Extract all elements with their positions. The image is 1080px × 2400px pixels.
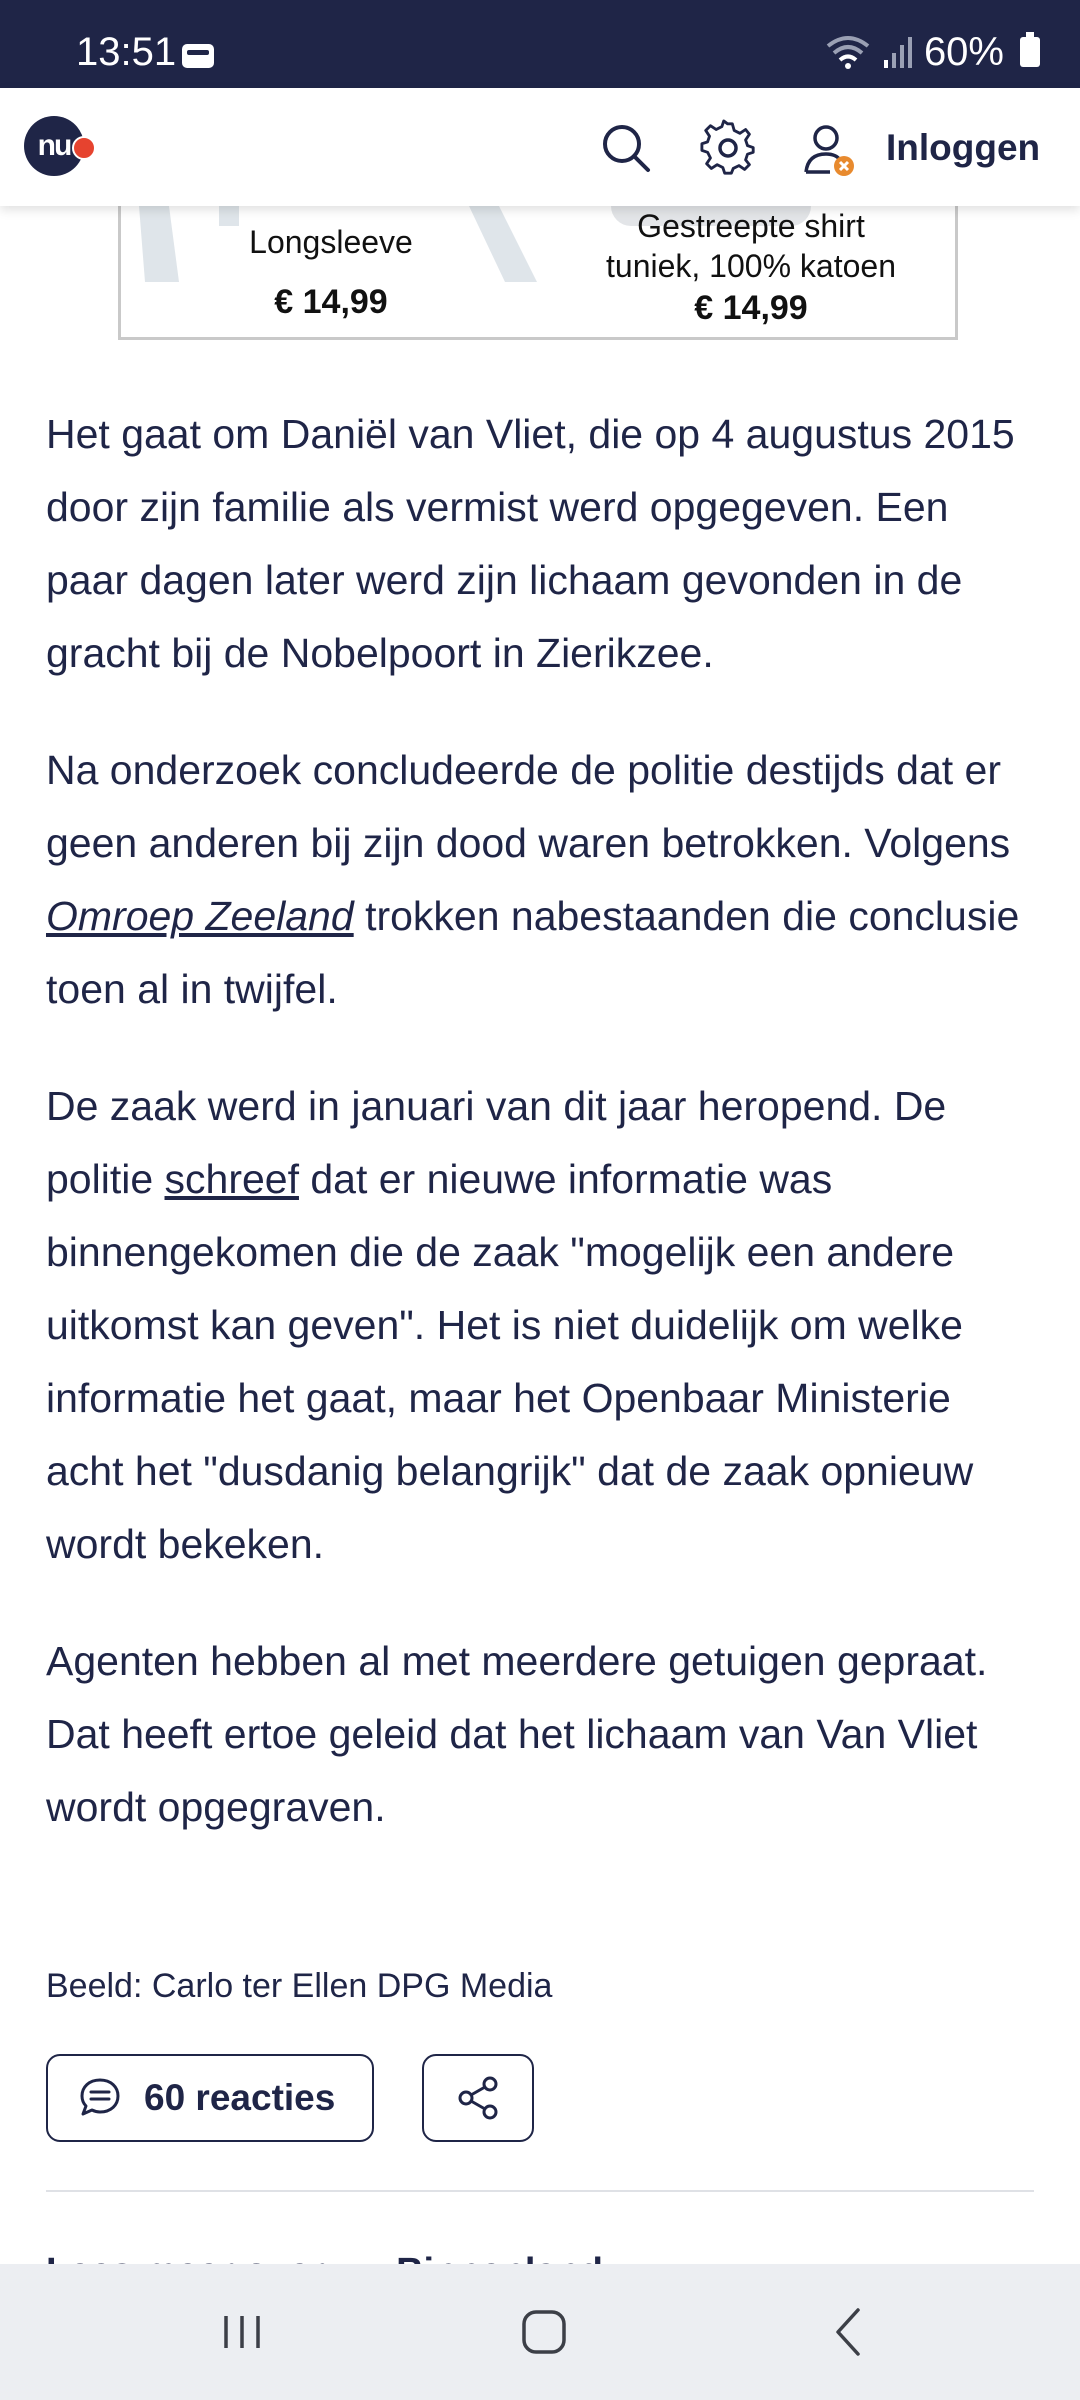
system-nav-bar — [0, 2264, 1080, 2400]
status-time: 13:51 — [76, 30, 177, 74]
chat-icon — [78, 2076, 122, 2120]
wifi-icon — [826, 34, 870, 70]
ad-item-price: € 14,99 — [694, 289, 808, 327]
ad-item-name-line2: tuniek, 100% katoen — [606, 248, 896, 284]
section-divider — [46, 2190, 1034, 2192]
share-icon — [455, 2075, 501, 2121]
user-icon[interactable] — [800, 120, 856, 176]
gear-icon[interactable] — [700, 120, 756, 176]
search-icon[interactable] — [598, 120, 654, 176]
paragraph-text: dat er nieuwe informatie was binnengekomen die de zaak "mogelijk een andere uitkomst kan geven". Het is niet duidelijk om welke informatie het gaat, maar het Openbaar Ministerie acht het "dusdanig belangrijk" dat de zaak opnieuw wordt bekeken. — [46, 1156, 974, 1567]
battery-percent: 60% — [923, 29, 1004, 74]
paragraph-text: Na onderzoek concludeerde de politie destijds dat er geen anderen bij zijn dood waren betrokken. Volgens — [46, 747, 1011, 866]
product-ad[interactable] — [118, 206, 958, 340]
ad-item-name: Longsleeve — [249, 224, 413, 260]
logo-badge — [72, 136, 96, 160]
ad-item-striped-shirt[interactable] — [541, 206, 961, 330]
home-icon[interactable] — [514, 2304, 574, 2360]
message-icon — [182, 44, 214, 68]
paragraph-text: De zaak werd in januari van dit jaar heropend. De politie — [46, 1083, 947, 1202]
read-more-row — [46, 2244, 846, 2264]
status-bar — [0, 0, 1080, 88]
article-paragraph — [46, 734, 1036, 1026]
article-paragraph: Het gaat om Daniël van Vliet, die op 4 augustus 2015 door zijn familie als vermist werd opgegeven. Een paar dagen later werd zijn lichaam gevonden in de gracht bij de Nobelpoort in Zierikzee. — [46, 411, 1015, 676]
logo-text: nu — [37, 129, 71, 162]
ad-item-price: € 14,99 — [274, 283, 388, 321]
ad-item-name-line1: Gestreepte shirt — [637, 208, 865, 244]
comments-button[interactable] — [46, 2054, 374, 2142]
share-button[interactable] — [422, 2054, 534, 2142]
ad-item-longsleeve[interactable] — [121, 222, 541, 324]
article-paragraph — [46, 1070, 1036, 1581]
comments-count-label: 60 reacties — [144, 2077, 336, 2118]
battery-icon — [1020, 37, 1040, 67]
back-icon[interactable] — [818, 2304, 878, 2360]
signal-icon — [882, 36, 912, 68]
login-button[interactable]: Inloggen — [886, 127, 1041, 168]
status-indicators — [826, 29, 1040, 74]
article-body — [46, 398, 1036, 1888]
schreef-link[interactable]: schreef — [164, 1156, 299, 1202]
app-header — [0, 88, 1080, 206]
paragraph-text: trokken nabestaanden die conclusie toen al in twijfel. — [46, 893, 1020, 1012]
recents-icon[interactable] — [212, 2304, 272, 2360]
omroep-zeeland-link[interactable]: Omroep Zeeland — [46, 893, 354, 939]
image-credit: Beeld: Carlo ter Ellen DPG Media — [46, 1967, 553, 2005]
article-paragraph: Agenten hebben al met meerdere getuigen gepraat. Dat heeft ertoe geleid dat het lichaam van Van Vliet wordt opgegraven. — [46, 1638, 988, 1830]
